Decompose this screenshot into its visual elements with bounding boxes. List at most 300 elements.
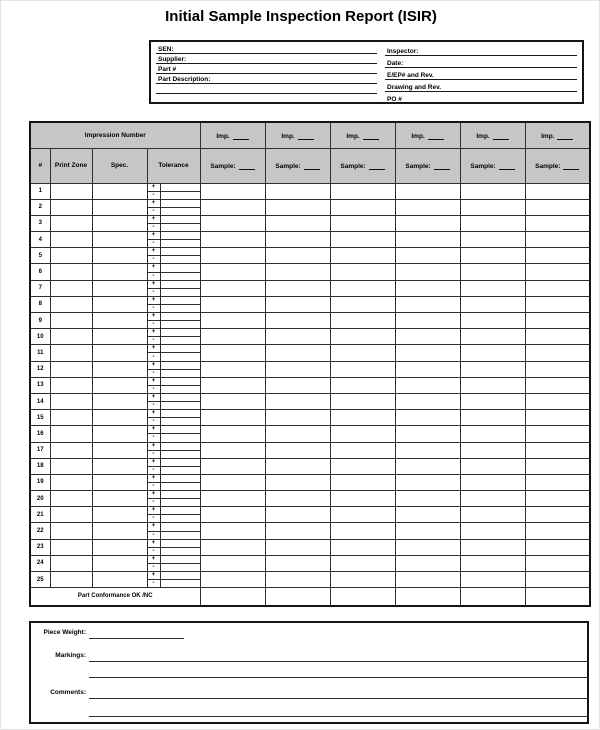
imp-header-cell [200, 122, 265, 148]
sample-value-cell [525, 280, 590, 296]
print-zone-cell [50, 491, 92, 507]
tolerance-plus-cell: + [147, 458, 160, 466]
data-row [30, 248, 590, 256]
imp-label [201, 131, 265, 140]
data-row [30, 507, 590, 515]
field-date [385, 56, 577, 68]
sample-value-cell [330, 296, 395, 312]
header-label: Imp. [281, 132, 295, 140]
tolerance-minus-cell: - [147, 434, 160, 442]
sample-header-cell [200, 148, 265, 183]
field-part-description [156, 74, 377, 84]
field-label: Part # [158, 66, 177, 73]
print-zone-cell [50, 377, 92, 393]
sample-value-cell [330, 329, 395, 345]
sample-value-cell [330, 539, 395, 555]
tolerance-plus-cell: + [147, 523, 160, 531]
sample-value-cell [265, 215, 330, 231]
sample-value-cell [330, 410, 395, 426]
sample-value-cell [395, 329, 460, 345]
sample-value-cell [265, 393, 330, 409]
sample-value-cell [460, 313, 525, 329]
spec-cell [92, 183, 147, 199]
sample-value-cell [330, 345, 395, 361]
conformance-sample-cell [200, 588, 265, 606]
tolerance-minus-value-cell [160, 288, 200, 296]
sample-value-cell [265, 280, 330, 296]
sample-value-cell [200, 377, 265, 393]
sample-value-cell [460, 458, 525, 474]
row-number-cell: 4 [30, 232, 50, 248]
sample-value-cell [330, 507, 395, 523]
tolerance-plus-value-cell [160, 523, 200, 531]
tolerance-minus-value-cell [160, 256, 200, 264]
tolerance-plus-value-cell [160, 393, 200, 401]
tolerance-minus-cell: - [147, 482, 160, 490]
header-row-1 [30, 122, 590, 148]
tolerance-plus-value-cell [160, 199, 200, 207]
sample-value-cell [525, 474, 590, 490]
sample-value-cell [395, 426, 460, 442]
sample-value-cell [525, 393, 590, 409]
conformance-sample-cell [525, 588, 590, 606]
tolerance-plus-cell: + [147, 296, 160, 304]
tolerance-minus-cell: - [147, 288, 160, 296]
sample-value-cell [330, 491, 395, 507]
sample-value-cell [460, 264, 525, 280]
tolerance-plus-value-cell [160, 572, 200, 580]
row-number-cell: 8 [30, 296, 50, 312]
sample-value-cell [525, 313, 590, 329]
tolerance-minus-value-cell [160, 191, 200, 199]
header-label: Imp. [411, 132, 425, 140]
tolerance-minus-cell: - [147, 402, 160, 410]
spec-cell [92, 345, 147, 361]
data-row [30, 474, 590, 482]
comments-line [89, 689, 587, 699]
sample-value-cell [330, 361, 395, 377]
print-zone-cell [50, 313, 92, 329]
spec-cell [92, 539, 147, 555]
print-zone-cell [50, 555, 92, 571]
sample-value-cell [200, 474, 265, 490]
row-number-cell: 10 [30, 329, 50, 345]
tolerance-plus-cell: + [147, 539, 160, 547]
print-zone-cell [50, 280, 92, 296]
tolerance-plus-cell: + [147, 313, 160, 321]
header-right-column [385, 44, 577, 104]
sample-value-cell [330, 215, 395, 231]
tolerance-plus-cell: + [147, 232, 160, 240]
tolerance-minus-cell: - [147, 256, 160, 264]
sample-value-cell [460, 329, 525, 345]
blank-line [563, 161, 579, 170]
sample-value-cell [265, 523, 330, 539]
data-row [30, 523, 590, 531]
spec-cell [92, 313, 147, 329]
header-label: Sample: [405, 163, 431, 170]
tolerance-plus-value-cell [160, 264, 200, 272]
sample-value-cell [265, 507, 330, 523]
sample-value-cell [460, 345, 525, 361]
sample-value-cell [525, 345, 590, 361]
data-row [30, 458, 590, 466]
tolerance-plus-cell: + [147, 280, 160, 288]
field-label: Date: [387, 60, 404, 67]
tolerance-plus-cell: + [147, 248, 160, 256]
tolerance-plus-cell: + [147, 572, 160, 580]
print-zone-cell [50, 410, 92, 426]
sample-value-cell [460, 377, 525, 393]
data-row [30, 329, 590, 337]
sample-label [461, 161, 525, 170]
tolerance-plus-value-cell [160, 442, 200, 450]
row-number-cell: 9 [30, 313, 50, 329]
sample-value-cell [525, 572, 590, 588]
tolerance-minus-value-cell [160, 240, 200, 248]
print-zone-cell [50, 572, 92, 588]
conformance-sample-cell [330, 588, 395, 606]
conformance-sample-cell [265, 588, 330, 606]
tolerance-plus-value-cell [160, 361, 200, 369]
sample-value-cell [460, 572, 525, 588]
tolerance-plus-cell: + [147, 361, 160, 369]
blank-line [304, 161, 320, 170]
header-row-2 [30, 148, 590, 183]
imp-label [396, 131, 460, 140]
sample-value-cell [460, 183, 525, 199]
imp-label [331, 131, 395, 140]
tolerance-minus-value-cell [160, 531, 200, 539]
sample-value-cell [525, 296, 590, 312]
sample-label [526, 161, 590, 170]
sample-value-cell [460, 215, 525, 231]
sample-value-cell [330, 523, 395, 539]
row-number-cell: 16 [30, 426, 50, 442]
sample-value-cell [265, 491, 330, 507]
tolerance-minus-value-cell [160, 369, 200, 377]
header-label: Imp. [476, 132, 490, 140]
tolerance-minus-cell: - [147, 563, 160, 571]
field-label: Part Description: [158, 76, 211, 83]
sample-value-cell [200, 313, 265, 329]
imp-header-cell [330, 122, 395, 148]
field-label: E/EP# and Rev. [387, 72, 434, 79]
tolerance-minus-cell: - [147, 385, 160, 393]
tolerance-plus-cell: + [147, 183, 160, 191]
spec-header-cell: Spec. [92, 148, 147, 183]
print-zone-cell [50, 474, 92, 490]
sample-value-cell [200, 329, 265, 345]
row-number-cell: 23 [30, 539, 50, 555]
sample-value-cell [525, 361, 590, 377]
sample-value-cell [460, 491, 525, 507]
sample-value-cell [525, 264, 590, 280]
tolerance-minus-cell: - [147, 450, 160, 458]
spec-cell [92, 264, 147, 280]
sample-value-cell [265, 296, 330, 312]
tolerance-minus-value-cell [160, 207, 200, 215]
blank-line [434, 161, 450, 170]
print-zone-cell [50, 199, 92, 215]
sample-value-cell [265, 572, 330, 588]
print-zone-cell [50, 458, 92, 474]
data-row [30, 232, 590, 240]
conformance-sample-cell [460, 588, 525, 606]
data-row [30, 491, 590, 499]
sample-value-cell [200, 426, 265, 442]
data-row [30, 280, 590, 288]
sample-value-cell [460, 248, 525, 264]
sample-label [266, 161, 330, 170]
row-number-cell: 1 [30, 183, 50, 199]
sample-value-cell [395, 183, 460, 199]
row-number-cell: 2 [30, 199, 50, 215]
field-supplier [156, 54, 377, 64]
row-number-cell: 6 [30, 264, 50, 280]
sample-value-cell [460, 393, 525, 409]
sample-value-cell [265, 361, 330, 377]
tolerance-minus-cell: - [147, 223, 160, 231]
field-po-number [385, 92, 577, 104]
sample-value-cell [460, 507, 525, 523]
field-eep-rev [385, 68, 577, 80]
sample-value-cell [395, 264, 460, 280]
tolerance-minus-value-cell [160, 304, 200, 312]
row-number-cell: 19 [30, 474, 50, 490]
sample-value-cell [525, 329, 590, 345]
sample-value-cell [330, 458, 395, 474]
data-row [30, 539, 590, 547]
table-header [30, 122, 590, 183]
sample-value-cell [525, 248, 590, 264]
sample-value-cell [395, 458, 460, 474]
tolerance-plus-value-cell [160, 248, 200, 256]
row-number-cell: 18 [30, 458, 50, 474]
imp-label [266, 131, 330, 140]
sample-value-cell [265, 410, 330, 426]
imp-label [461, 131, 525, 140]
table-body [30, 183, 590, 606]
sample-value-cell [525, 507, 590, 523]
footer-box [29, 621, 589, 724]
sample-value-cell [200, 345, 265, 361]
sample-value-cell [460, 426, 525, 442]
tolerance-plus-cell: + [147, 426, 160, 434]
data-row [30, 377, 590, 385]
tolerance-minus-value-cell [160, 499, 200, 507]
sample-value-cell [395, 410, 460, 426]
tolerance-plus-value-cell [160, 232, 200, 240]
field-label: Drawing and Rev. [387, 84, 442, 91]
print-zone-cell [50, 523, 92, 539]
sample-value-cell [525, 523, 590, 539]
field-blank [156, 94, 377, 104]
tolerance-plus-cell: + [147, 474, 160, 482]
sample-header-cell [395, 148, 460, 183]
header-label: Imp. [541, 132, 555, 140]
tolerance-plus-value-cell [160, 280, 200, 288]
tolerance-plus-cell: + [147, 199, 160, 207]
header-label: Sample: [340, 163, 366, 170]
data-row [30, 199, 590, 207]
sample-value-cell [525, 410, 590, 426]
sample-value-cell [330, 183, 395, 199]
sample-value-cell [265, 458, 330, 474]
tolerance-minus-cell: - [147, 191, 160, 199]
sample-value-cell [200, 523, 265, 539]
tolerance-plus-value-cell [160, 458, 200, 466]
sample-value-cell [200, 264, 265, 280]
sample-value-cell [200, 232, 265, 248]
sample-value-cell [330, 248, 395, 264]
tolerance-minus-cell: - [147, 369, 160, 377]
sample-value-cell [525, 491, 590, 507]
sample-value-cell [265, 426, 330, 442]
conformance-row [30, 588, 590, 606]
sample-value-cell [525, 183, 590, 199]
data-row [30, 264, 590, 272]
tolerance-plus-cell: + [147, 377, 160, 385]
sample-value-cell [265, 313, 330, 329]
sample-value-cell [525, 539, 590, 555]
sample-value-cell [330, 377, 395, 393]
data-row [30, 345, 590, 353]
sample-value-cell [460, 442, 525, 458]
data-row [30, 393, 590, 401]
tolerance-minus-value-cell [160, 580, 200, 588]
sample-value-cell [460, 523, 525, 539]
spec-cell [92, 523, 147, 539]
sample-value-cell [200, 280, 265, 296]
field-label: SEN: [158, 46, 174, 53]
sample-value-cell [330, 393, 395, 409]
sample-value-cell [200, 442, 265, 458]
sample-value-cell [200, 215, 265, 231]
sample-value-cell [265, 248, 330, 264]
sample-value-cell [330, 232, 395, 248]
header-fields-box [149, 40, 584, 104]
tolerance-minus-value-cell [160, 272, 200, 280]
imp-header-cell [525, 122, 590, 148]
sample-value-cell [460, 232, 525, 248]
tolerance-minus-cell: - [147, 531, 160, 539]
comments-label: Comments: [50, 689, 86, 696]
sample-value-cell [330, 280, 395, 296]
field-drawing-rev [385, 80, 577, 92]
tolerance-minus-value-cell [160, 402, 200, 410]
sample-value-cell [330, 572, 395, 588]
tolerance-minus-cell: - [147, 207, 160, 215]
sample-value-cell [265, 232, 330, 248]
print-zone-cell [50, 539, 92, 555]
field-inspector [385, 44, 577, 56]
sample-value-cell [525, 232, 590, 248]
tolerance-minus-value-cell [160, 466, 200, 474]
sample-value-cell [525, 426, 590, 442]
sample-value-cell [525, 442, 590, 458]
tolerance-plus-cell: + [147, 410, 160, 418]
spec-cell [92, 248, 147, 264]
sample-value-cell [330, 313, 395, 329]
print-zone-cell [50, 329, 92, 345]
tolerance-minus-value-cell [160, 353, 200, 361]
piece-weight-line [89, 629, 184, 639]
sample-value-cell [395, 572, 460, 588]
sample-value-cell [395, 248, 460, 264]
tolerance-minus-cell: - [147, 304, 160, 312]
tolerance-plus-value-cell [160, 183, 200, 191]
spec-cell [92, 442, 147, 458]
spec-cell [92, 555, 147, 571]
spec-cell [92, 572, 147, 588]
data-row [30, 215, 590, 223]
sample-value-cell [200, 183, 265, 199]
sample-value-cell [460, 539, 525, 555]
blank-line [428, 131, 444, 140]
sample-value-cell [200, 555, 265, 571]
tolerance-plus-value-cell [160, 215, 200, 223]
blank-line [298, 131, 314, 140]
sample-value-cell [330, 474, 395, 490]
blank-line [233, 131, 249, 140]
imp-label [526, 131, 590, 140]
sample-value-cell [265, 474, 330, 490]
row-number-cell: 25 [30, 572, 50, 588]
sample-value-cell [200, 539, 265, 555]
sample-value-cell [265, 377, 330, 393]
sample-label [201, 161, 265, 170]
row-number-cell: 3 [30, 215, 50, 231]
sample-value-cell [395, 393, 460, 409]
spec-cell [92, 474, 147, 490]
imp-header-cell [395, 122, 460, 148]
sample-value-cell [265, 442, 330, 458]
data-row [30, 313, 590, 321]
data-row [30, 572, 590, 580]
spec-cell [92, 458, 147, 474]
tolerance-plus-value-cell [160, 296, 200, 304]
blank-line [499, 161, 515, 170]
tolerance-minus-value-cell [160, 450, 200, 458]
data-row [30, 555, 590, 563]
header-label: Sample: [470, 163, 496, 170]
sample-header-cell [460, 148, 525, 183]
field-blank [156, 84, 377, 94]
sample-value-cell [200, 491, 265, 507]
print-zone-cell [50, 296, 92, 312]
header-left-column [156, 44, 377, 104]
row-number-cell: 22 [30, 523, 50, 539]
sample-label [396, 161, 460, 170]
sample-value-cell [395, 313, 460, 329]
print-zone-cell [50, 361, 92, 377]
tolerance-minus-value-cell [160, 418, 200, 426]
sample-value-cell [265, 264, 330, 280]
tolerance-minus-cell: - [147, 547, 160, 555]
tolerance-minus-value-cell [160, 337, 200, 345]
blank-line [493, 131, 509, 140]
spec-cell [92, 361, 147, 377]
tolerance-plus-cell: + [147, 393, 160, 401]
sample-value-cell [200, 572, 265, 588]
tolerance-minus-value-cell [160, 223, 200, 231]
print-zone-cell [50, 442, 92, 458]
tolerance-minus-cell: - [147, 580, 160, 588]
comments-line-2 [89, 707, 587, 717]
tolerance-minus-cell: - [147, 466, 160, 474]
tolerance-plus-value-cell [160, 313, 200, 321]
